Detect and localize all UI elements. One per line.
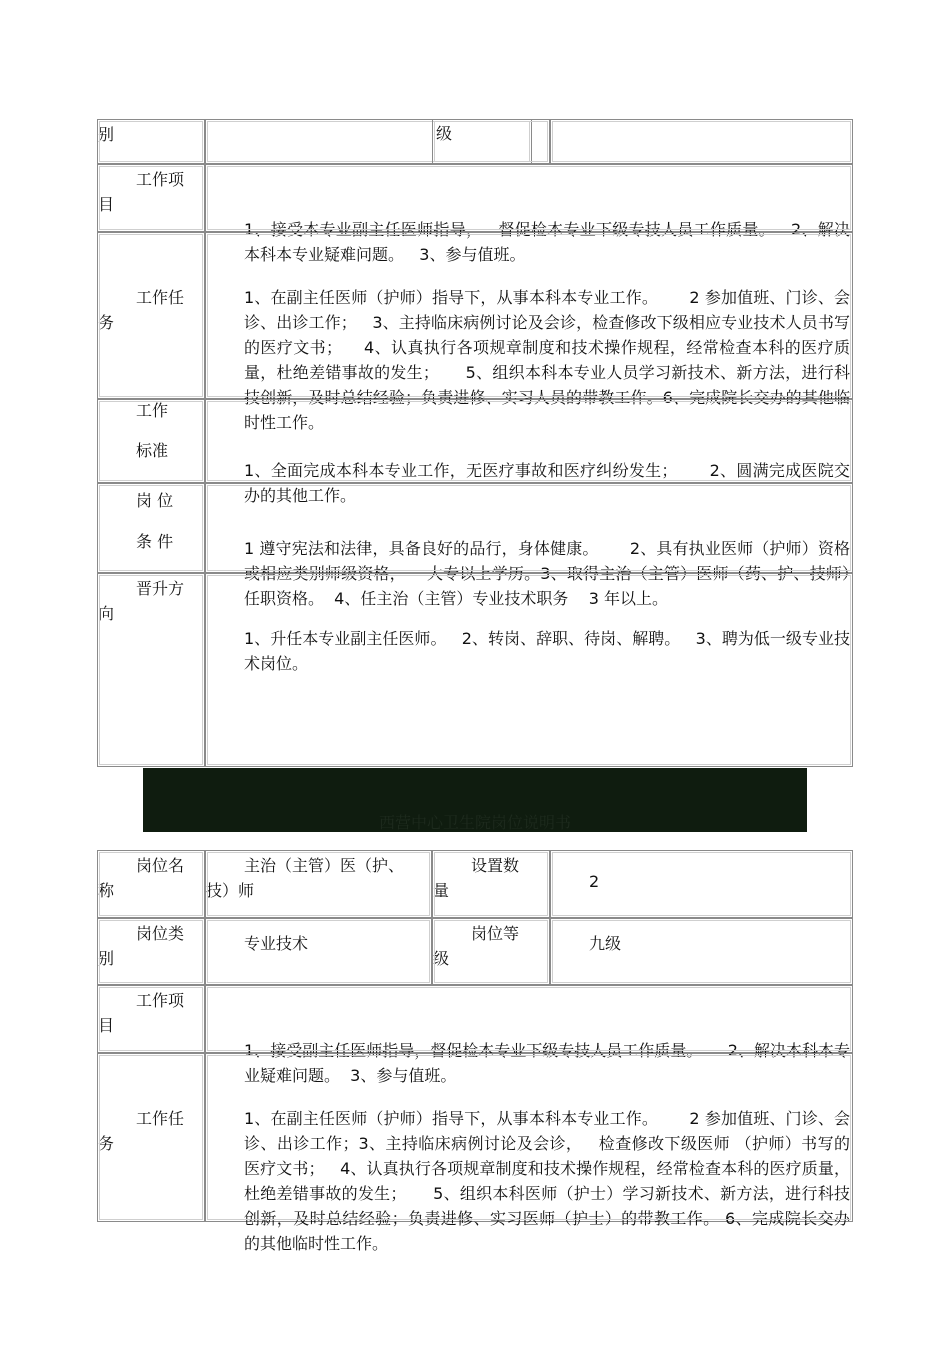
grade-value-cell: 九级 — [550, 918, 853, 985]
table-row-label: 工作任 务 — [97, 1053, 205, 1222]
category-cell: 专业技术 — [205, 918, 432, 985]
table-row-label: 工作项 目 — [97, 164, 205, 232]
quota-label-cell: 设置数 量 — [432, 850, 550, 918]
tasks-content: 1、在副主任医师（护师）指导下，从事本科本专业工作。 2 参加值班、门诊、会诊、出诊工作；3、主持临床病例讨论及会诊， 检查修改下级医师 （护师）书写的医疗文书； 4、认真执行各项规章制度和技术操作规程，经常检查本科的医疗质量，杜绝差错事故的发生； 5、组织本科医师（护士）学习新技术、新方法，进行科技创新，及时总结经验；负责进修、实习医师（护士）的带教工作。 6、完成院长交办的其他临时性工作。 — [205, 1053, 853, 1222]
duties-content: 1、接受副主任医师指导，督促检本专业下级专技人员工作质量。 2、解决本科本专业疑难问题。 3、参与值班。 — [205, 985, 853, 1053]
quota-value-cell: 2 — [550, 850, 853, 918]
tasks-content: 1、在副主任医师（护师）指导下，从事本科本专业工作。 2 参加值班、门诊、会诊、出诊工作； 3、主持临床病例讨论及会诊，检查修改下级相应专业技术人员书写的医疗文书； 4、认真执行各项规章制度和技术操作规程，经常检查本科的医疗质量，杜绝差错事故的发生； 5、组织本科本专业人员学习新技术、新方法，进行科技创新，及时总结经验；负责进修、实习人员的带教工作。6、完成院长交办的其他临时性工作。 — [205, 232, 853, 399]
grade-label-cell: 岗位等 级 — [432, 918, 550, 985]
table-row-label: 岗 位 条 件 — [97, 483, 205, 573]
table-2 — [97, 850, 853, 1253]
table-row-label: 工作任 务 — [97, 232, 205, 399]
table-row-label: 工作项 目 — [97, 985, 205, 1053]
table-cell — [550, 119, 853, 164]
duties-content: 1、接受本专业副主任医师指导， 督促检本专业下级专技人员工作质量。 2、解决本科本专业疑难问题。 3、参与值班。 — [205, 164, 853, 232]
header-banner — [143, 768, 807, 832]
position-name-cell: 主治（主管）医（护、 技）师 — [205, 850, 432, 918]
table-row-label: 别 — [97, 119, 205, 164]
table-1 — [97, 119, 853, 767]
level-label-cell: 级 — [436, 124, 453, 143]
table-row-label: 岗位类 别 — [97, 918, 205, 985]
promotion-content: 1、升任本专业副主任医师。 2、转岗、辞职、待岗、解聘。 3、聘为低一级专业技术岗位。 — [205, 573, 853, 767]
document-title: 西营中心卫生院岗位说明书 — [378, 813, 571, 832]
standards-content: 1、全面完成本科本专业工作，无医疗事故和医疗纠纷发生； 2、圆满完成医院交办的其他工作。 — [205, 399, 853, 483]
table-row-label: 岗位名 称 — [97, 850, 205, 918]
table-row-label: 工作 标准 — [97, 399, 205, 483]
conditions-content: 1 遵守宪法和法律，具备良好的品行，身体健康。 2、具有执业医师（护师）资格或相应类别师级资格， 大专以上学历。3、取得主治（主管）医师（药、护、技师）任职资格。 4、任主治（主管）专业技术职务 3 年以上。 — [205, 483, 853, 573]
table-row-label: 晋升方 向 — [97, 573, 205, 767]
